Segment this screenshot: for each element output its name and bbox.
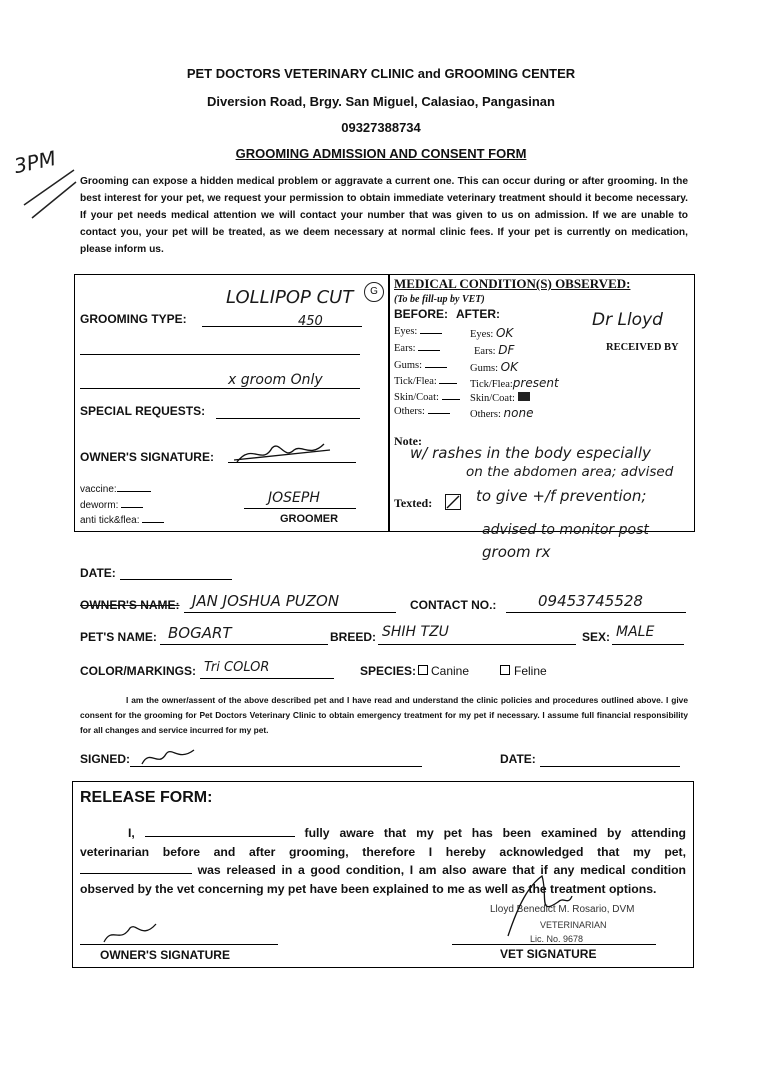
anti-tick-label: anti tick&flea: xyxy=(80,515,164,526)
slash-marks xyxy=(14,160,84,220)
after-gums: Gums: OK xyxy=(470,360,518,374)
note-line-3: to give +/f prevention; xyxy=(476,487,647,505)
vaccine-label: vaccine: xyxy=(80,484,151,495)
check-icon xyxy=(446,495,460,509)
note-line-2: on the abdomen area; advised xyxy=(466,464,674,480)
before-gums: Gums: xyxy=(394,360,447,371)
intro-paragraph: Grooming can expose a hidden medical problem or aggravate a current one. This can occur during or after grooming. In the best interest for your pet, we request your permission to obtain immediate veterinary treatment should it become necessary. If your pet needs medical attention we will contact your number that was given to us on admission. If we are unable to contact you, your pet will be treated, as we deem necessary at normal clinic fees. If your pet is currently on medication, please inform us. xyxy=(80,176,688,255)
date2-line[interactable] xyxy=(540,766,680,767)
owner-release-label: OWNER'S SIGNATURE xyxy=(100,948,230,962)
owner-name-label: OWNER'S NAME: xyxy=(80,598,180,612)
note-line-4: advised to monitor post xyxy=(482,522,649,538)
owner-name-line[interactable] xyxy=(184,612,396,613)
consent-paragraph: I am the owner/assent of the above described pet and I have read and understand the clinic policies and procedures outlined above. I give consent for the grooming for Pet Doctors Veterinary Clinic to obtain emergency treatment for my pet if necessary. I assume full financial responsibility for all changes and service incurred for my pet. xyxy=(80,695,688,735)
pet-name-line[interactable] xyxy=(160,644,328,645)
received-name: Dr Lloyd xyxy=(592,310,663,330)
date-label: DATE: xyxy=(80,566,116,580)
after-eyes: Eyes: OK xyxy=(470,326,514,340)
groomer-name: JOSEPH xyxy=(268,490,320,506)
special-note: x groom Only xyxy=(228,372,323,388)
note-line-5: groom rx xyxy=(482,543,551,561)
color-value[interactable]: Tri COLOR xyxy=(204,660,270,675)
vet-stamp-line-2: VETERINARIAN xyxy=(540,920,607,930)
sex-value[interactable]: MALE xyxy=(616,624,655,640)
date2-label: DATE: xyxy=(500,752,536,766)
vet-stamp-line-3: Lic. No. 9678 xyxy=(530,934,584,944)
owner-signature-label: OWNER'S SIGNATURE: xyxy=(80,450,214,464)
vet-signature-label: VET SIGNATURE xyxy=(500,947,597,961)
release-owner-line[interactable] xyxy=(145,836,295,837)
owner-release-line[interactable] xyxy=(80,944,278,945)
grooming-line-3 xyxy=(80,388,360,389)
medical-subtitle: (To be fill-up by VET) xyxy=(394,294,485,305)
feline-checkbox[interactable] xyxy=(500,665,510,675)
after-skin: Skin/Coat: xyxy=(470,392,530,404)
before-label: BEFORE: xyxy=(394,307,448,321)
release-title: RELEASE FORM: xyxy=(80,789,213,806)
pet-name-value[interactable]: BOGART xyxy=(168,624,232,642)
breed-line[interactable] xyxy=(378,644,576,645)
before-skin: Skin/Coat: xyxy=(394,392,460,403)
release-pet-line[interactable] xyxy=(80,873,192,874)
species-label: SPECIES: xyxy=(360,664,417,678)
species-canine[interactable]: Canine xyxy=(418,664,469,678)
breed-value[interactable]: SHIH TZU xyxy=(382,624,449,640)
circled-g-mark: G xyxy=(364,282,384,302)
species-feline[interactable]: Feline xyxy=(500,664,547,678)
received-label: RECEIVED BY xyxy=(606,342,679,353)
grooming-line-2 xyxy=(80,354,360,355)
signed-label: SIGNED: xyxy=(80,752,131,766)
release-text: I, fully aware that my pet has been examined by attending veterinarian before and after grooming, therefore I hereby acknowledged that my pet, was released in a good condition, I am also aware that if any medical condition observed by the vet concerning my pet have been explained to me as well as the treatment options. xyxy=(80,826,686,896)
canine-checkbox[interactable] xyxy=(418,665,428,675)
medical-title: MEDICAL CONDITION(S) OBSERVED: xyxy=(394,276,631,291)
contact-value[interactable]: 09453745528 xyxy=(538,592,643,610)
deworm-label: deworm: xyxy=(80,500,143,511)
time-note: 3PM xyxy=(11,145,59,179)
special-requests-line[interactable] xyxy=(216,418,360,419)
after-tick: Tick/Flea:present xyxy=(470,376,559,390)
form-title: GROOMING ADMISSION AND CONSENT FORM xyxy=(235,146,527,161)
texted-checkbox[interactable] xyxy=(445,494,461,510)
grooming-type-line xyxy=(202,326,362,327)
owner-signature-scribble xyxy=(232,436,332,470)
contact-label: CONTACT NO.: xyxy=(410,598,497,612)
sex-label: SEX: xyxy=(582,630,611,644)
clinic-phone: 09327388734 xyxy=(341,120,421,135)
color-label: COLOR/MARKINGS: xyxy=(80,664,196,678)
before-tick: Tick/Flea: xyxy=(394,376,457,387)
color-line[interactable] xyxy=(200,678,334,679)
texted-label: Texted: xyxy=(394,496,433,510)
signed-scribble xyxy=(138,742,198,770)
note-line-1: w/ rashes in the body especially xyxy=(410,444,651,462)
scribble-mark xyxy=(518,392,530,401)
contact-line[interactable] xyxy=(506,612,686,613)
date-line[interactable] xyxy=(120,579,232,580)
groomer-label: GROOMER xyxy=(280,513,339,525)
vet-signature-line[interactable] xyxy=(452,944,656,945)
before-eyes: Eyes: xyxy=(394,326,442,337)
note-label: Note: xyxy=(394,434,422,448)
groomer-line xyxy=(244,508,356,509)
clinic-address: Diversion Road, Brgy. San Miguel, Calasiao, Pangasinan xyxy=(207,94,555,109)
special-requests-label: SPECIAL REQUESTS: xyxy=(80,404,206,418)
before-ears: Ears: xyxy=(394,343,440,354)
vet-signature-scribble xyxy=(498,866,578,946)
pet-name-label: PET'S NAME: xyxy=(80,630,157,644)
grooming-type-value[interactable]: LOLLIPOP CUT xyxy=(226,287,354,308)
owner-name-value[interactable]: JAN JOSHUA PUZON xyxy=(192,592,340,610)
grooming-type-label: GROOMING TYPE: xyxy=(80,312,187,326)
after-label: AFTER: xyxy=(456,307,500,321)
grooming-price: 450 xyxy=(298,314,323,329)
before-others: Others: xyxy=(394,406,450,417)
clinic-name: PET DOCTORS VETERINARY CLINIC and GROOMING CENTER xyxy=(186,66,576,81)
after-others: Others: none xyxy=(470,406,534,420)
after-ears: Ears: DF xyxy=(474,343,515,357)
sex-line[interactable] xyxy=(612,644,684,645)
vet-stamp-line-1: Lloyd Benedict M. Rosario, DVM xyxy=(490,904,635,915)
breed-label: BREED: xyxy=(330,630,377,644)
